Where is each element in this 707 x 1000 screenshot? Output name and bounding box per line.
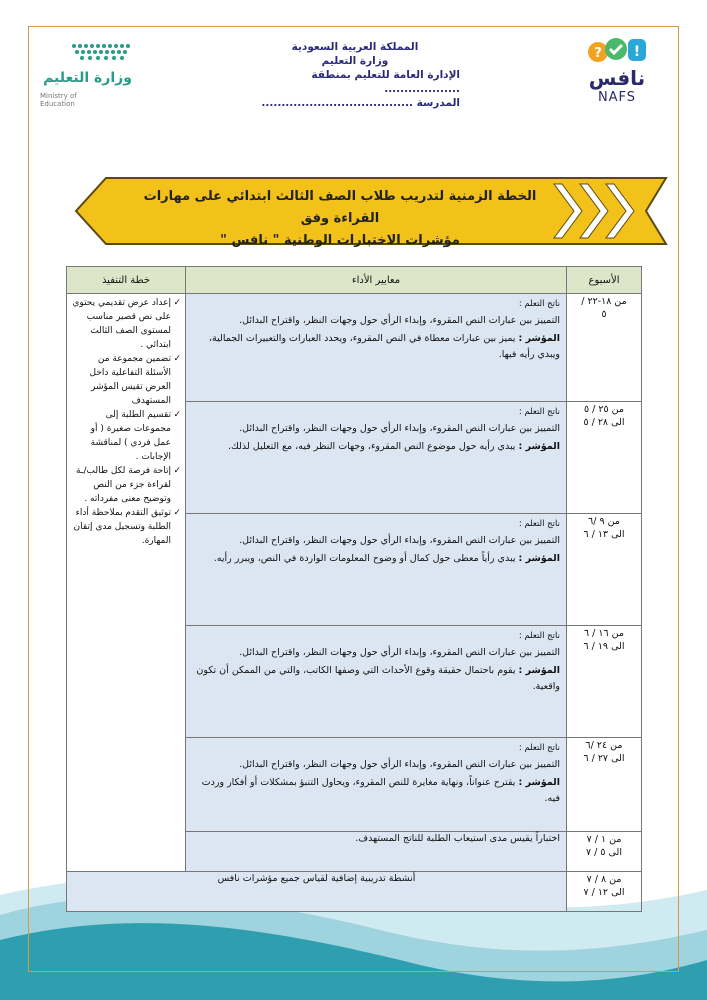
header-week: الأسبوع bbox=[567, 267, 642, 294]
week-cell: من ١ / ٧ الى ٥ / ٧ bbox=[567, 832, 642, 872]
header-line-school: المدرسة ...................................... bbox=[261, 97, 460, 109]
week-cell: من ١٦ / ٦ الى ١٩ / ٦ bbox=[567, 626, 642, 738]
table-row-extra bbox=[67, 872, 642, 912]
ministry-name-ar: وزارة التعليم bbox=[43, 70, 132, 86]
week-cell: من ٨ / ٧ الى ١٢ / ٧ bbox=[567, 872, 642, 912]
outcome-text: التمييز بين عبارات النص المقروء، وإبداء الرأي حول وجهات النظر، واقتراح البدائل. bbox=[239, 758, 560, 770]
plan-table bbox=[66, 266, 642, 912]
ministry-dots-icon bbox=[68, 40, 138, 62]
criteria-cell bbox=[186, 514, 567, 626]
criteria-cell bbox=[186, 626, 567, 738]
table-header-row bbox=[67, 267, 642, 294]
check-icon: ✓ bbox=[173, 508, 181, 518]
header-criteria: معايير الأداء bbox=[186, 267, 567, 294]
week-cell: من ٢٥ / ٥ الى ٢٨ / ٥ bbox=[567, 402, 642, 514]
nafs-badges-icon bbox=[582, 36, 652, 66]
criteria-cell bbox=[186, 294, 567, 402]
week-cell: من ١٨-٢٢ / ٥ bbox=[567, 294, 642, 402]
outcome-text: التمييز بين عبارات النص المقروء، وإبداء الرأي حول وجهات النظر، واقتراح البدائل. bbox=[239, 534, 560, 546]
ministry-name-en: Ministry of Education bbox=[40, 92, 77, 108]
header-plan: خطة التنفيذ bbox=[67, 267, 186, 294]
check-icon: ✓ bbox=[173, 354, 181, 364]
ministry-logo bbox=[30, 36, 140, 106]
indicator: المؤشر : يميز بين عبارات معطاة في النص المقروء، ويحدد العبارات والتعبيرات الجمالية، ويبدي رأيه فيها. bbox=[208, 333, 560, 360]
indicator: المؤشر : يبدي رأياً معطى حول كمال أو وضوح المعلومات الواردة في النص، ويبرر رأيه. bbox=[213, 553, 560, 564]
plan-item: ✓ تضمين مجموعة من الأسئلة التفاعلية داخل العرض تقيس المؤشر المستهدف bbox=[89, 354, 181, 406]
test-note: اختباراً يقيس مدى استيعاب الطلبة للناتج المستهدف. bbox=[186, 832, 567, 872]
plan-cell bbox=[67, 294, 186, 872]
header-text bbox=[250, 40, 460, 110]
check-icon: ✓ bbox=[173, 466, 181, 476]
banner-title bbox=[120, 186, 560, 252]
nafs-name-en: NAFS bbox=[597, 90, 637, 105]
outcome-label: ناتج التعلم : bbox=[518, 407, 560, 417]
outcome-text: التمييز بين عبارات النص المقروء، وإبداء الرأي حول وجهات النظر، واقتراح البدائل. bbox=[239, 422, 560, 434]
outcome-label: ناتج التعلم : bbox=[518, 299, 560, 309]
svg-text:?: ? bbox=[594, 46, 602, 61]
plan-item: ✓ إتاحة فرصة لكل طالب/ـة لقراءة جزء من النص وتوضيح معنى مفرداته . bbox=[76, 466, 181, 504]
plan-item: ✓ إعداد عرض تقديمي يحتوي على نص قصير مناسب لمستوى الصف الثالث ابتدائي . bbox=[72, 298, 181, 350]
header-line-kingdom: المملكة العربية السعودية bbox=[291, 41, 419, 53]
outcome-label: ناتج التعلم : bbox=[518, 519, 560, 529]
nafs-name-ar: نافس bbox=[588, 66, 646, 90]
indicator: المؤشر : يبدي رأيه حول موضوع النص المقروء، وجهات النظر فيه، مع التعليل لذلك. bbox=[227, 441, 560, 452]
plan-item: ✓ توثيق التقدم بملاحظة أداء الطلبة وتسجيل مدى إتقان المهارة. bbox=[73, 508, 181, 546]
outcome-text: التمييز بين عبارات النص المقروء، وإبداء الرأي حول وجهات النظر، واقتراح البدائل. bbox=[239, 646, 560, 658]
indicator: المؤشر : يقوم باحتمال حقيقة وقوع الأحداث التي وصفها الكاتب، والتي من الممكن أن تكون واقعية. bbox=[196, 665, 560, 692]
week-cell: من ٩ /٦ الى ١٣ / ٦ bbox=[567, 514, 642, 626]
plan-item: ✓ تقسيم الطلبة إلى مجموعات صغيرة ( أو عمل فردي ) لمناقشة الإجابات . bbox=[90, 410, 181, 462]
svg-text:!: ! bbox=[633, 44, 641, 60]
indicator: المؤشر : يقترح عنواناً، ونهاية مغايرة للنص المقروء، ويحاول التنبؤ بمشكلات أو أفكار وردت فيه. bbox=[201, 777, 560, 804]
header-line-ministry: وزارة التعليم bbox=[321, 55, 389, 67]
check-icon: ✓ bbox=[173, 410, 181, 420]
banner-title-line2: مؤشرات الاختبارات الوطنية " نافس " bbox=[220, 233, 460, 248]
header-line-directorate: الإدارة العامة للتعليم بمنطقة ................... bbox=[311, 69, 460, 95]
table-row bbox=[67, 294, 642, 402]
outcome-text: التمييز بين عبارات النص المقروء، وإبداء الرأي حول وجهات النظر، واقتراح البدائل. bbox=[239, 314, 560, 326]
outcome-label: ناتج التعلم : bbox=[518, 743, 560, 753]
week-cell: من ٢٤ /٦ الى ٢٧ / ٦ bbox=[567, 738, 642, 832]
nafs-logo bbox=[582, 36, 662, 108]
criteria-cell bbox=[186, 738, 567, 832]
outcome-label: ناتج التعلم : bbox=[518, 631, 560, 641]
check-icon: ✓ bbox=[173, 298, 181, 308]
criteria-cell bbox=[186, 402, 567, 514]
extra-activities: أنشطة تدريبية إضافية لقياس جميع مؤشرات نافس bbox=[67, 872, 567, 912]
banner-title-line1: الخطة الزمنية لتدريب طلاب الصف الثالث ابتدائي على مهارات القراءة وفق bbox=[143, 189, 537, 226]
